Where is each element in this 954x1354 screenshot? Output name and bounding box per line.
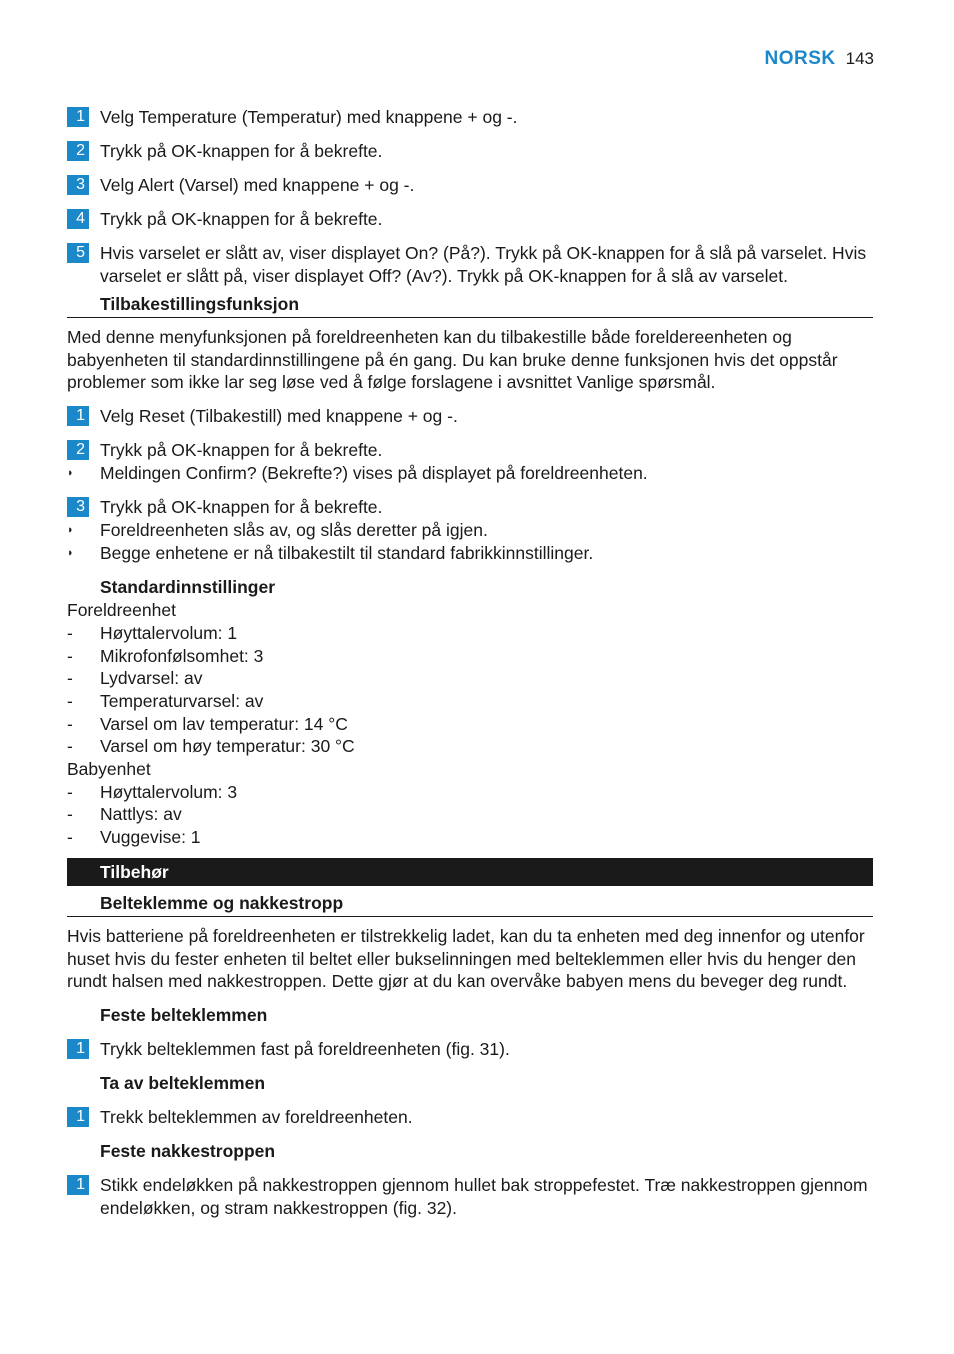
page-number: 143 xyxy=(845,49,874,68)
step-number: 2 xyxy=(67,440,89,460)
list-item xyxy=(67,645,873,668)
list-item xyxy=(67,667,873,690)
step-number: 1 xyxy=(67,1175,89,1195)
step-text: Velg Reset (Tilbakestill) med knappene + og -. xyxy=(100,406,458,427)
step-text: Hvis varselet er slått av, viser displayet On? (På?). Trykk på OK-knappen for å slå på varselet. Hvis varselet er slått på, viser displayet Off? (Av?). Trykk på OK-knappen for å slå av varselet. xyxy=(100,243,867,286)
result-bullet xyxy=(67,542,873,565)
step-item xyxy=(67,208,873,231)
bullet-icon: ◗ xyxy=(67,524,74,537)
step-item xyxy=(67,496,873,519)
step-text: Trykk på OK-knappen for å bekrefte. xyxy=(100,497,383,518)
list-item-text: Lydvarsel: av xyxy=(100,668,203,689)
result-bullet xyxy=(67,519,873,542)
dash-icon: - xyxy=(67,827,73,848)
result-text: Meldingen Confirm? (Bekrefte?) vises på displayet på foreldreenheten. xyxy=(100,463,648,484)
list-item xyxy=(67,803,873,826)
step-text: Trykk på OK-knappen for å bekrefte. xyxy=(100,141,383,161)
step-text: Trykk på OK-knappen for å bekrefte. xyxy=(100,440,383,461)
list-item-text: Vuggevise: 1 xyxy=(100,827,201,848)
bullet-icon: ◗ xyxy=(67,467,74,480)
subsection-heading: Feste belteklemmen xyxy=(100,1004,268,1025)
subsection-heading: Belteklemme og nakkestropp xyxy=(67,892,873,917)
step-number: 1 xyxy=(67,406,89,426)
step-item xyxy=(67,1174,873,1220)
list-item-text: Temperaturvarsel: av xyxy=(100,690,264,711)
subsection-heading: Standardinnstillinger xyxy=(100,577,276,598)
step-item xyxy=(67,140,873,163)
step-number: 2 xyxy=(67,141,89,161)
step-number: 1 xyxy=(67,1039,89,1059)
step-item xyxy=(67,439,873,462)
list-item xyxy=(67,826,873,849)
step-item xyxy=(67,106,873,129)
step-number: 5 xyxy=(67,243,89,263)
group-label: Babyenhet xyxy=(67,759,151,780)
list-item xyxy=(67,622,873,645)
dash-icon: - xyxy=(67,645,73,666)
step-text: Trekk belteklemmen av foreldreenheten. xyxy=(100,1106,413,1127)
result-text: Begge enhetene er nå tilbakestilt til standard fabrikkinnstillinger. xyxy=(100,543,594,564)
subsection-heading: Ta av belteklemmen xyxy=(100,1072,266,1093)
step-text: Trykk på OK-knappen for å bekrefte. xyxy=(100,209,383,229)
group-label: Foreldreenhet xyxy=(67,600,176,621)
language-label: NORSK xyxy=(764,48,836,69)
list-item xyxy=(67,735,873,758)
dash-icon: - xyxy=(67,736,73,757)
result-bullet xyxy=(67,462,873,485)
dash-icon: - xyxy=(67,781,73,802)
dash-icon: - xyxy=(67,713,73,734)
result-text: Foreldreenheten slås av, og slås deretter på igjen. xyxy=(100,520,488,541)
dash-icon: - xyxy=(67,668,73,689)
step-item xyxy=(67,1038,873,1061)
step-item xyxy=(67,405,873,428)
list-item-text: Høyttalervolum: 3 xyxy=(100,781,238,802)
dash-icon: - xyxy=(67,622,73,643)
step-item xyxy=(67,174,873,197)
list-item-text: Høyttalervolum: 1 xyxy=(100,622,238,643)
step-number: 1 xyxy=(67,107,89,127)
dash-icon: - xyxy=(67,690,73,711)
step-number: 4 xyxy=(67,209,89,229)
step-number: 3 xyxy=(67,497,89,517)
page-header xyxy=(765,48,875,70)
step-item xyxy=(67,1106,873,1129)
list-item xyxy=(67,713,873,736)
list-item xyxy=(67,690,873,713)
list-item-text: Varsel om høy temperatur: 30 °C xyxy=(100,736,355,757)
step-number: 3 xyxy=(67,175,89,195)
step-text: Velg Temperature (Temperatur) med knappene + og -. xyxy=(100,107,518,127)
subsection-heading: Feste nakkestroppen xyxy=(100,1140,276,1161)
step-text: Velg Alert (Varsel) med knappene + og -. xyxy=(100,175,415,195)
step-item xyxy=(67,242,873,288)
subsection-heading: Tilbakestillingsfunksjon xyxy=(67,293,873,318)
section-title-bar: Tilbehør xyxy=(67,858,873,886)
list-item-text: Varsel om lav temperatur: 14 °C xyxy=(100,713,348,734)
list-item-text: Mikrofonfølsomhet: 3 xyxy=(100,645,264,666)
step-number: 1 xyxy=(67,1107,89,1127)
paragraph: Hvis batteriene på foreldreenheten er tilstrekkelig ladet, kan du ta enheten med deg innenfor og utenfor huset hvis du fester enheten til beltet eller bukselinningen med belteklemmen eller hvis du henger den rundt halsen med nakkestroppen. Dette gjør at du kan overvåke babyen mens du beveger deg rundt. xyxy=(67,925,865,992)
list-item xyxy=(67,781,873,804)
list-item-text: Nattlys: av xyxy=(100,804,182,825)
paragraph: Med denne menyfunksjonen på foreldreenheten kan du tilbakestille både foreldereenheten og babyenheten til standardinnstillingene på én gang. Du kan bruke denne funksjonen hvis det oppstår problemer som ikke lar seg løse ved å følge forslagene i avsnittet Vanlige spørsmål. xyxy=(67,327,838,393)
step-text: Stikk endeløkken på nakkestroppen gjennom hullet bak stroppefestet. Træ nakkestroppen gjennom endeløkken, og stram nakkestroppen (fig. 32). xyxy=(100,1174,868,1218)
page-content xyxy=(67,106,873,1231)
dash-icon: - xyxy=(67,804,73,825)
bullet-icon: ◗ xyxy=(67,547,74,560)
step-text: Trykk belteklemmen fast på foreldreenheten (fig. 31). xyxy=(100,1038,510,1059)
